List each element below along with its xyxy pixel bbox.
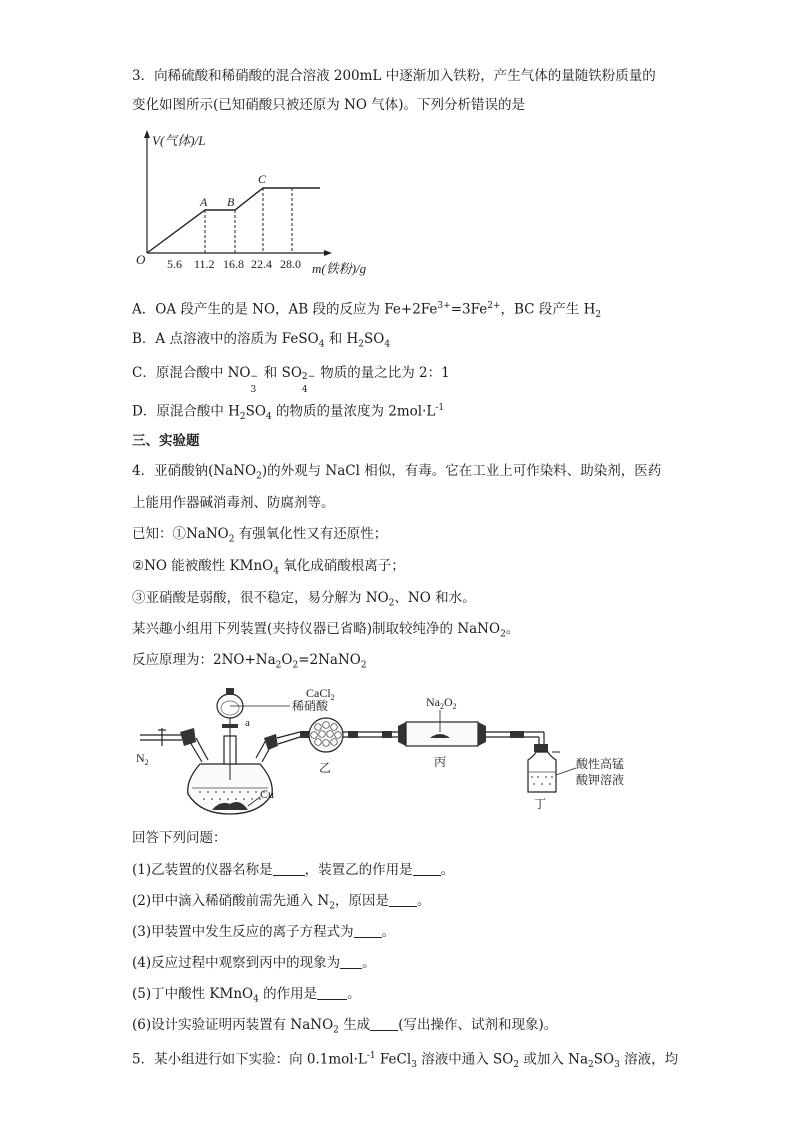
answer-blank[interactable]: [354, 923, 382, 938]
q4-sub1: (1)乙装置的仪器名称是 ，装置乙的作用是 。: [132, 862, 455, 878]
x-axis-label: m(铁粉)/g: [312, 261, 367, 276]
kmno4-label-line1: 酸性高锰: [576, 757, 625, 771]
q4-intro-line1: 4．亚硝酸钠(NaNO$_2$)的外观与 NaCl 相似，有毒。它在工业上可作染料、助染剂，医药: [132, 463, 662, 482]
cacl2-label: CaCl$_2$: [306, 686, 335, 702]
q4-known-1: 已知：①NaNO$_2$ 有强氧化性又有还原性；: [132, 526, 388, 545]
answer-blank[interactable]: [389, 892, 417, 907]
q4-sub4: (4)反应过程中观察到丙中的现象为 。: [132, 955, 376, 971]
q4-group-text: 某兴趣小组用下列装置(夹持仪器已省略)制取较纯净的 NaNO$_2$。: [132, 621, 520, 640]
answer-blank[interactable]: [340, 954, 362, 969]
answer-blank[interactable]: [317, 985, 347, 1000]
dilute-nitric-label: 稀硝酸: [292, 699, 329, 713]
q4-sub2: (2)甲中滴入稀硝酸前需先通入 $N_2$，原因是 。: [132, 893, 431, 912]
q3-option-d: D．原混合酸中 $H_2SO_4$ 的物质的量浓度为 $2mol\cdot L^{-1}$: [132, 403, 445, 423]
q4-known-2: ②NO 能被酸性 KMnO$_4$ 氧化成硝酸根离子；: [132, 558, 405, 577]
q3-stem-line2: 变化如图所示(已知硝酸只被还原为 NO 气体)。下列分析错误的是: [132, 97, 525, 113]
q3-option-c: C．原混合酸中 NO − 3 和 SO 2− 4 物质的量之比为 2：1: [132, 365, 450, 395]
apparatus-diagram: [130, 680, 630, 820]
kmno4-label-line2: 酸钾溶液: [576, 773, 625, 787]
x-tick-22-4: 22.4: [251, 257, 272, 271]
q4-answer-intro: 回答下列问题：: [132, 830, 227, 846]
q4-sub3: (3)甲装置中发生反应的离子方程式为 。: [132, 924, 396, 940]
q3-option-a: A．OA 段产生的是 NO，AB 段的反应为 $Fe+2Fe^{3+}=3Fe^{2+}$，BC 段产生 $H_2$: [132, 301, 602, 321]
ding-label: 丁: [534, 797, 547, 811]
origin-label: O: [136, 252, 146, 267]
bing-label: 丙: [434, 755, 447, 769]
yi-label: 乙: [319, 761, 332, 775]
point-a-label: A: [200, 195, 208, 209]
q3-stem-line1: 3．向稀硫酸和稀硝酸的混合溶液 200mL 中逐渐加入铁粉，产生气体的量随铁粉质量的: [132, 68, 656, 84]
q5-stem: 5．某小组进行如下实验：向 $0.1mol\cdot L^{-1}$ FeCl$_3$ 溶液中通入 $SO_2$ 或加入 $Na_2SO_3$ 溶液，均: [132, 1051, 679, 1071]
na2o2-label: $Na_2O_2$: [426, 695, 457, 711]
iron-gas-graph: [130, 128, 400, 280]
point-b-label: B: [227, 195, 235, 209]
answer-blank[interactable]: [273, 861, 305, 876]
x-tick-11-2: 11.2: [194, 257, 215, 271]
point-c-label: C: [258, 172, 267, 186]
section-title: 三、实验题: [132, 433, 200, 449]
answer-blank[interactable]: [370, 1016, 398, 1031]
cu-label: Cu: [260, 787, 275, 801]
q4-sub5: (5)丁中酸性 KMnO$_4$ 的作用是 。: [132, 986, 361, 1005]
x-tick-5-6: 5.6: [167, 257, 182, 271]
q4-principle: 反应原理为：$2NO+Na_2O_2=2NaNO_2$: [132, 652, 367, 671]
q3-option-b: B．A 点溶液中的溶质为 FeSO$_4$ 和 $H_2SO_4$: [132, 331, 391, 350]
answer-blank[interactable]: [413, 861, 441, 876]
q4-intro-line2: 上能用作器碱消毒剂、防腐剂等。: [132, 495, 335, 511]
x-tick-28-0: 28.0: [280, 257, 301, 271]
q4-sub6: (6)设计实验证明丙装置有 NaNO$_2$ 生成 (写出操作、试剂和现象)。: [132, 1017, 558, 1036]
a-label: a: [245, 717, 250, 729]
y-axis-label: V(气体)/L: [152, 133, 206, 148]
n2-label: $N_2$: [136, 751, 149, 767]
x-tick-16-8: 16.8: [223, 257, 244, 271]
q4-known-3: ③亚硝酸是弱酸，很不稳定，易分解为 $NO_2$、NO 和水。: [132, 590, 476, 609]
